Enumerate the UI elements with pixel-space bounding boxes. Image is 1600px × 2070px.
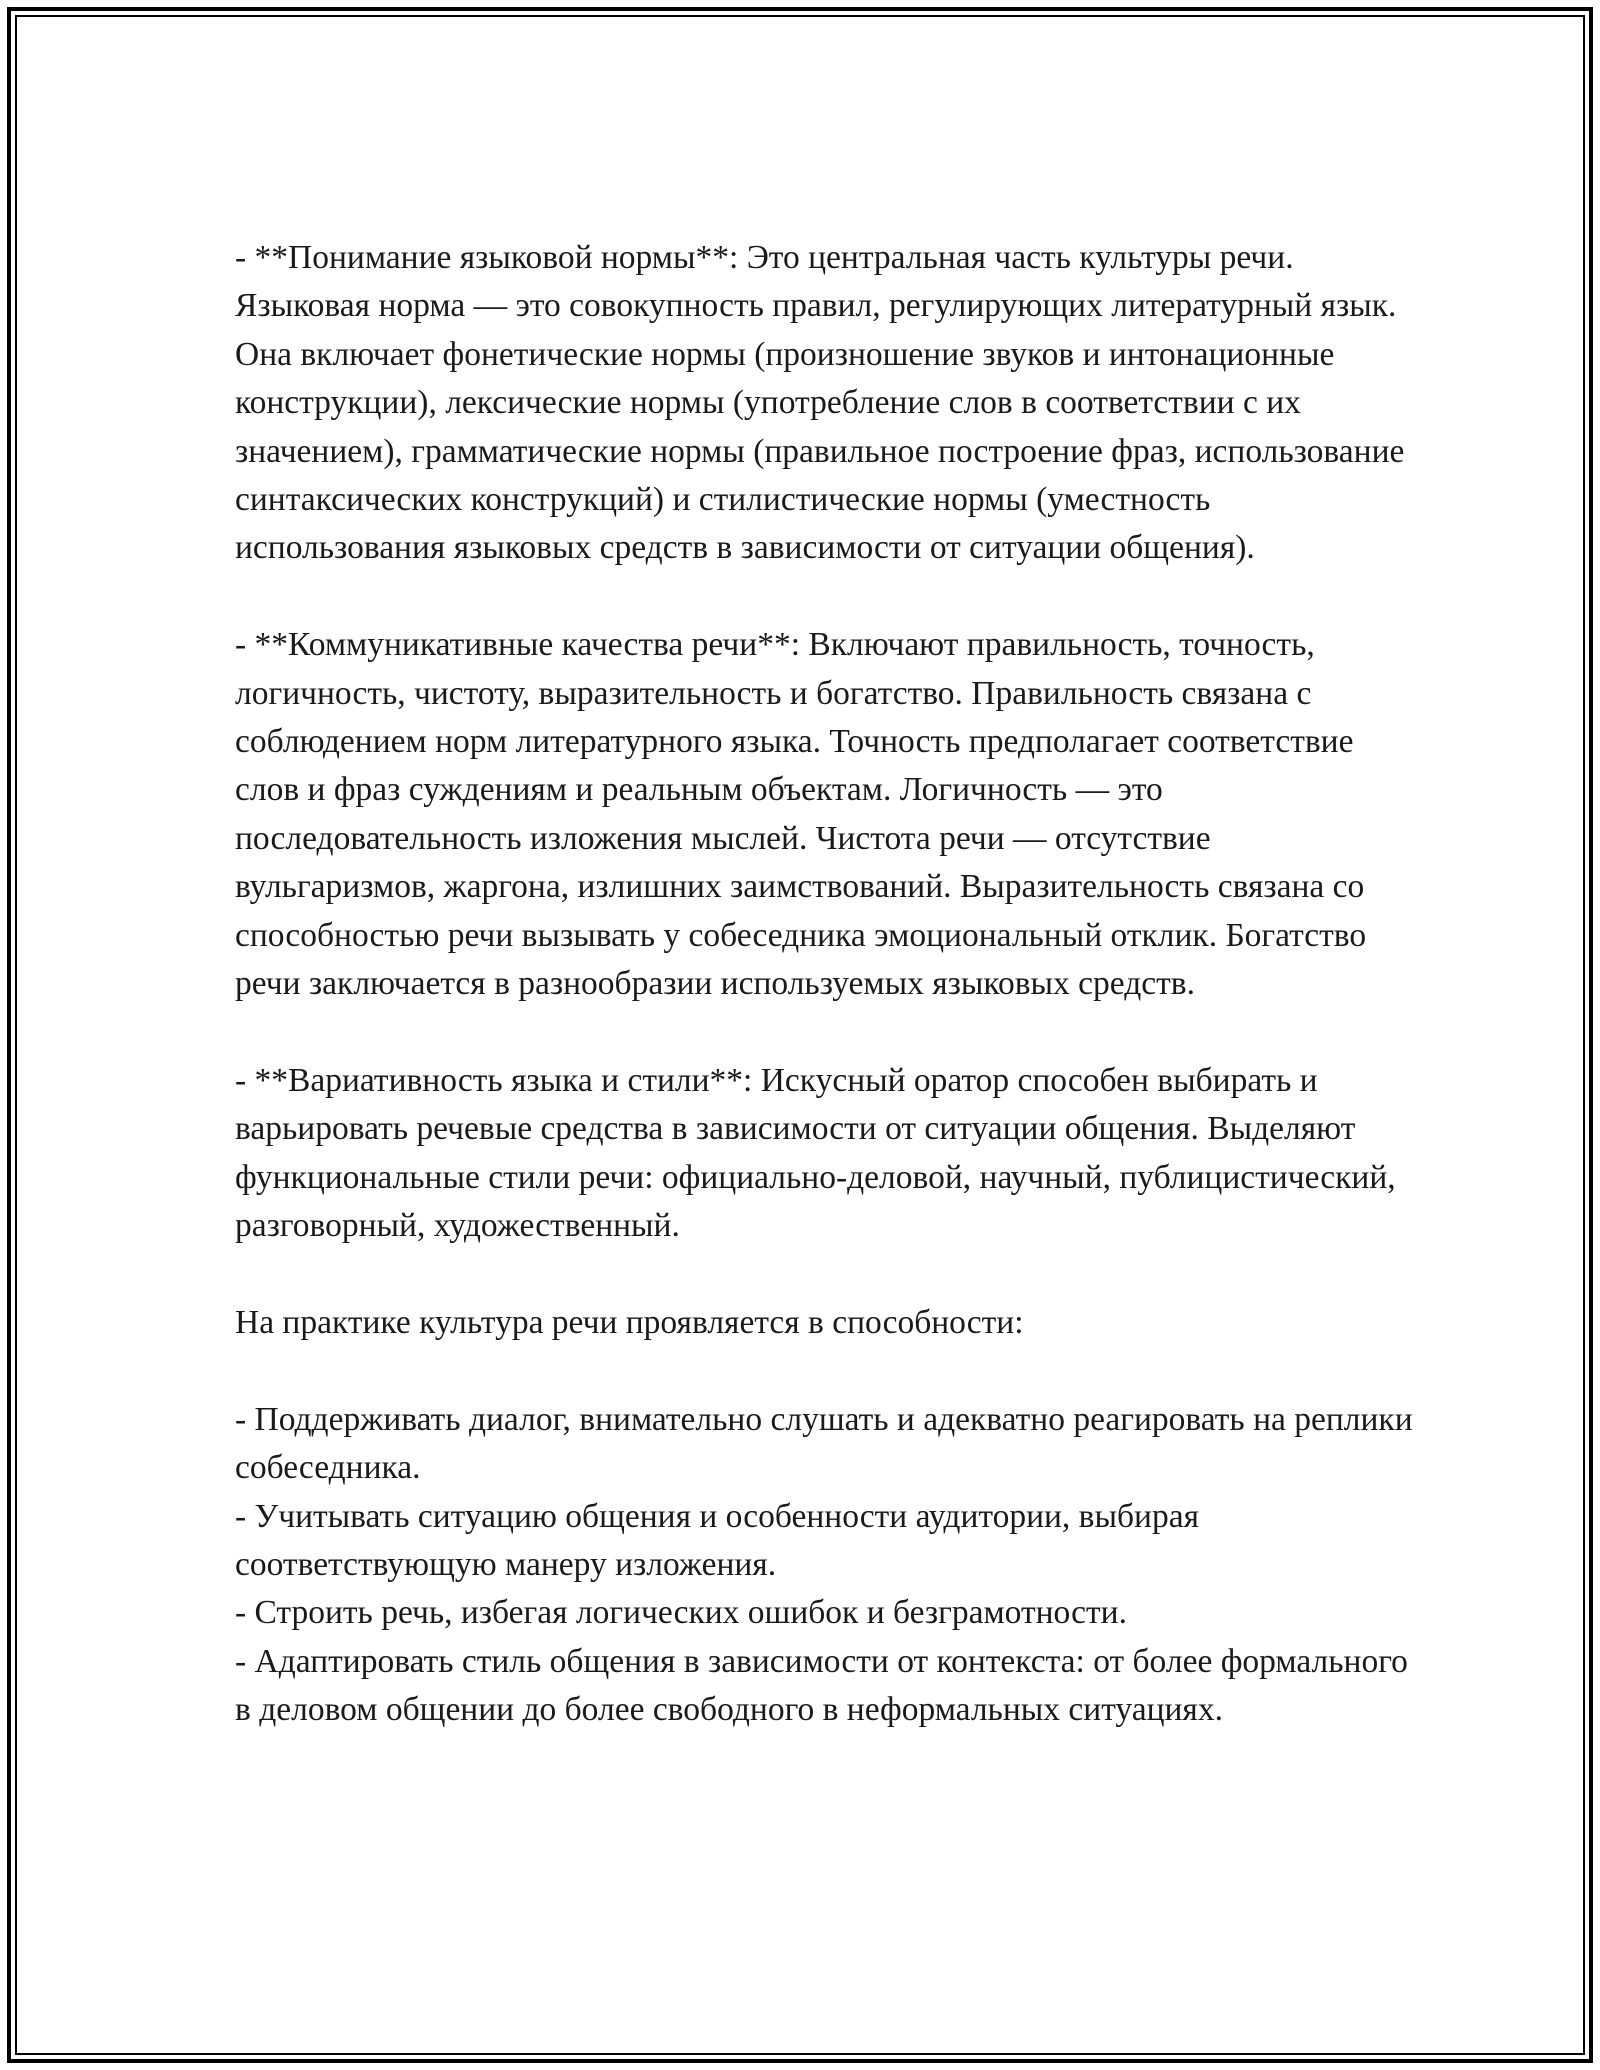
practice-list — [235, 1396, 1415, 1735]
paragraph-communicative-qualities: - **Коммуникативные качества речи**: Включают правильность, точность, логичность, чистоту, выразительность и богатство. Правильность связана с соблюдением норм литературного языка. Точность предполагает соответствие слов и фраз суждениям и реальным объектам. Логичность — это последовательность изложения мыслей. Чистота речи — отсутствие вульгаризмов, жаргона, излишних заимствований. Выразительность связана со способностью речи вызывать у собеседника эмоциональный отклик. Богатство речи заключается в разнообразии используемых языковых средств. — [235, 626, 1367, 1003]
paragraph-language-variation: - **Вариативность языка и стили**: Искусный оратор способен выбирать и варьировать речевые средства в зависимости от ситуации общения. Выделяют функциональные стили речи: официально-деловой, научный, публицистический, разговорный, художественный. — [235, 1061, 1396, 1245]
list-item: - Адаптировать стиль общения в зависимости от контекста: от более формального в деловом общении до более свободного в неформальных ситуациях. — [235, 1642, 1408, 1729]
document-body — [235, 234, 1415, 1735]
paragraph-language-norm: - **Понимание языковой нормы**: Это центральная часть культуры речи. Языковая норма — это совокупность правил, регулирующих литературный язык. Она включает фонетические нормы (произношение звуков и интонационные конструкции), лексические нормы (употребление слов в соответствии с их значением), грамматические нормы (правильное построение фраз, использование синтаксических конструкций) и стилистические нормы (уместность использования языковых средств в зависимости от ситуации общения). — [235, 239, 1405, 567]
list-item: - Строить речь, избегая логических ошибок и безграмотности. — [235, 1594, 1127, 1632]
paragraph-practice-intro: На практике культура речи проявляется в способности: — [235, 1303, 1024, 1341]
list-item: - Учитывать ситуацию общения и особенности аудитории, выбирая соответствующую манеру изложения. — [235, 1497, 1200, 1583]
list-item: - Поддерживать диалог, внимательно слушать и адекватно реагировать на реплики собеседника. — [235, 1400, 1413, 1487]
